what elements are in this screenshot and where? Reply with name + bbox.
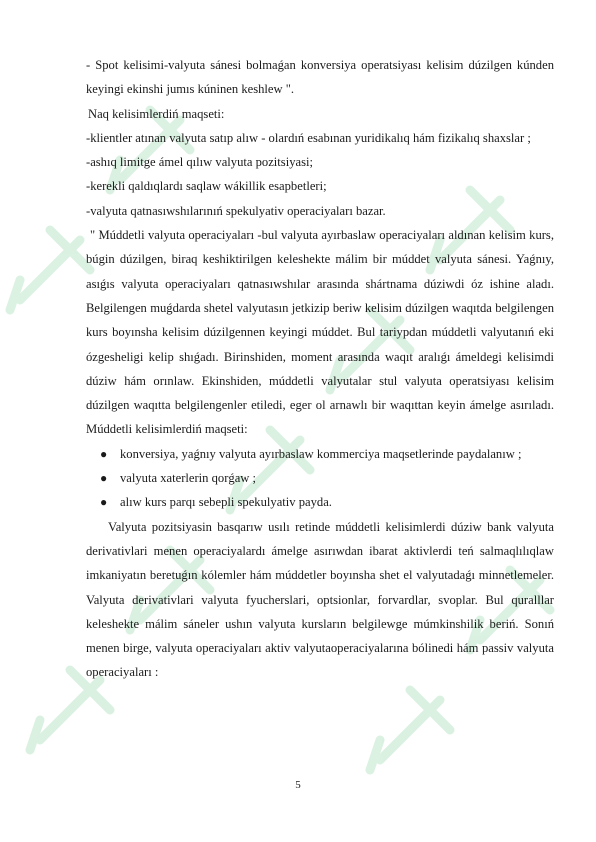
bullet-item (100, 490, 554, 514)
goals-bullet-list (86, 442, 554, 515)
bullet-item (100, 466, 554, 490)
bullet-icon: ● (100, 495, 108, 510)
bullet-text: valyuta xaterlerin qorǵaw ; (120, 471, 257, 486)
paragraph-forward-operations: " Múddetli valyuta operaciyaları -bul valyuta ayırbaslaw operaciyaları aldınan kelisim kurs, búgin dúzilgen, biraq keshiktirilgen keleshekte málim bir múddet valyuta sánesi. Yaǵnıy, asıǵıs valyuta operaciyaları qatnasıwshılar arasında shártnama dúziwdi óz ishine aladı. Belgilengen muǵdarda shetel valyutasın jetkizip beriw kelisim dúzilgen waqıtda belgilengen kurs boyınsha kelisim dúzilgennen keyingi múddet. Bul tariypdan múddetli valyutanıń eki ózgesheligi kelip shıǵadı. Birinshiden, moment arasında waqıt aralıǵı ámeldegi kelisimdi dúziw hám orınlaw. Ekinshiden, múddetli valyutalar stul valyuta operatsiyası kelisim dúzilgen waqıtta belgilengenler etiledi, eger ol arnawlı bir waqıttan keyin ámelge asırıladı. Múddetli kelisimlerdiń maqseti: (86, 228, 554, 437)
paragraph-spot-definition: - Spot kelisimi-valyuta sánesi bolmaǵan konversiya operatsiyası kelisim dúzilgen kúnden keyingi ekinshi jumıs kúninen keshlew ". (86, 58, 554, 97)
list-line-clients: -klientler atınan valyuta satıp alıw - olardıń esabınan yuridikalıq hám fizikalıq shaxslar ; (86, 130, 531, 145)
watermark-mark-8 (10, 230, 90, 310)
document-body (86, 53, 554, 685)
list-line-speculative: -valyuta qatnasıwshılarınıń spekulyativ operaciyaları bazar. (86, 203, 386, 218)
heading-naq-goals: Naq kelisimlerdiń maqseti: (88, 106, 225, 121)
bullet-item (100, 442, 554, 466)
bullet-icon: ● (100, 446, 108, 461)
bullet-icon: ● (100, 471, 108, 486)
paragraph-position-management: Valyuta pozitsiyasin basqarıw usılı retinde múddetli kelisimlerdi dúziw bank valyuta derivativlari menen operaciyalardı ámelge asırıwdan ibarat aktivlerdi teń salmaqlılıqlaw imkaniyatın beretuǵın kólemler hám múddetler boyınsha shet el valyutadaǵı minnetlemeler. Valyuta derivativlari valyuta fyucherslari, optsionlar, forvardlar, svoplar. Bul quralllar keleshekte málim sáneler ushın valyuta kursların belgilewge múmkinshilik beriń. Sonıń menen birge, valyuta operaciyaları aktiv valyutaoperaciyalarına bólinedi hám passiv valyuta operaciyaları : (86, 519, 554, 680)
watermark-mark-6 (370, 690, 450, 770)
page-number: 5 (295, 779, 301, 791)
bullet-text: alıw kurs parqı sebepli spekulyativ payda. (120, 495, 332, 510)
list-line-limit: -ashıq limitge ámel qılıw valyuta pozitsiyasi; (86, 155, 313, 170)
bullet-text: konversiya, yaǵnıy valyuta ayırbaslaw kommerciya maqsetlerinde paydalanıw ; (120, 446, 522, 461)
list-line-balances: -kerekli qaldıqlardı saqlaw wákillik esapbetleri; (86, 179, 327, 194)
